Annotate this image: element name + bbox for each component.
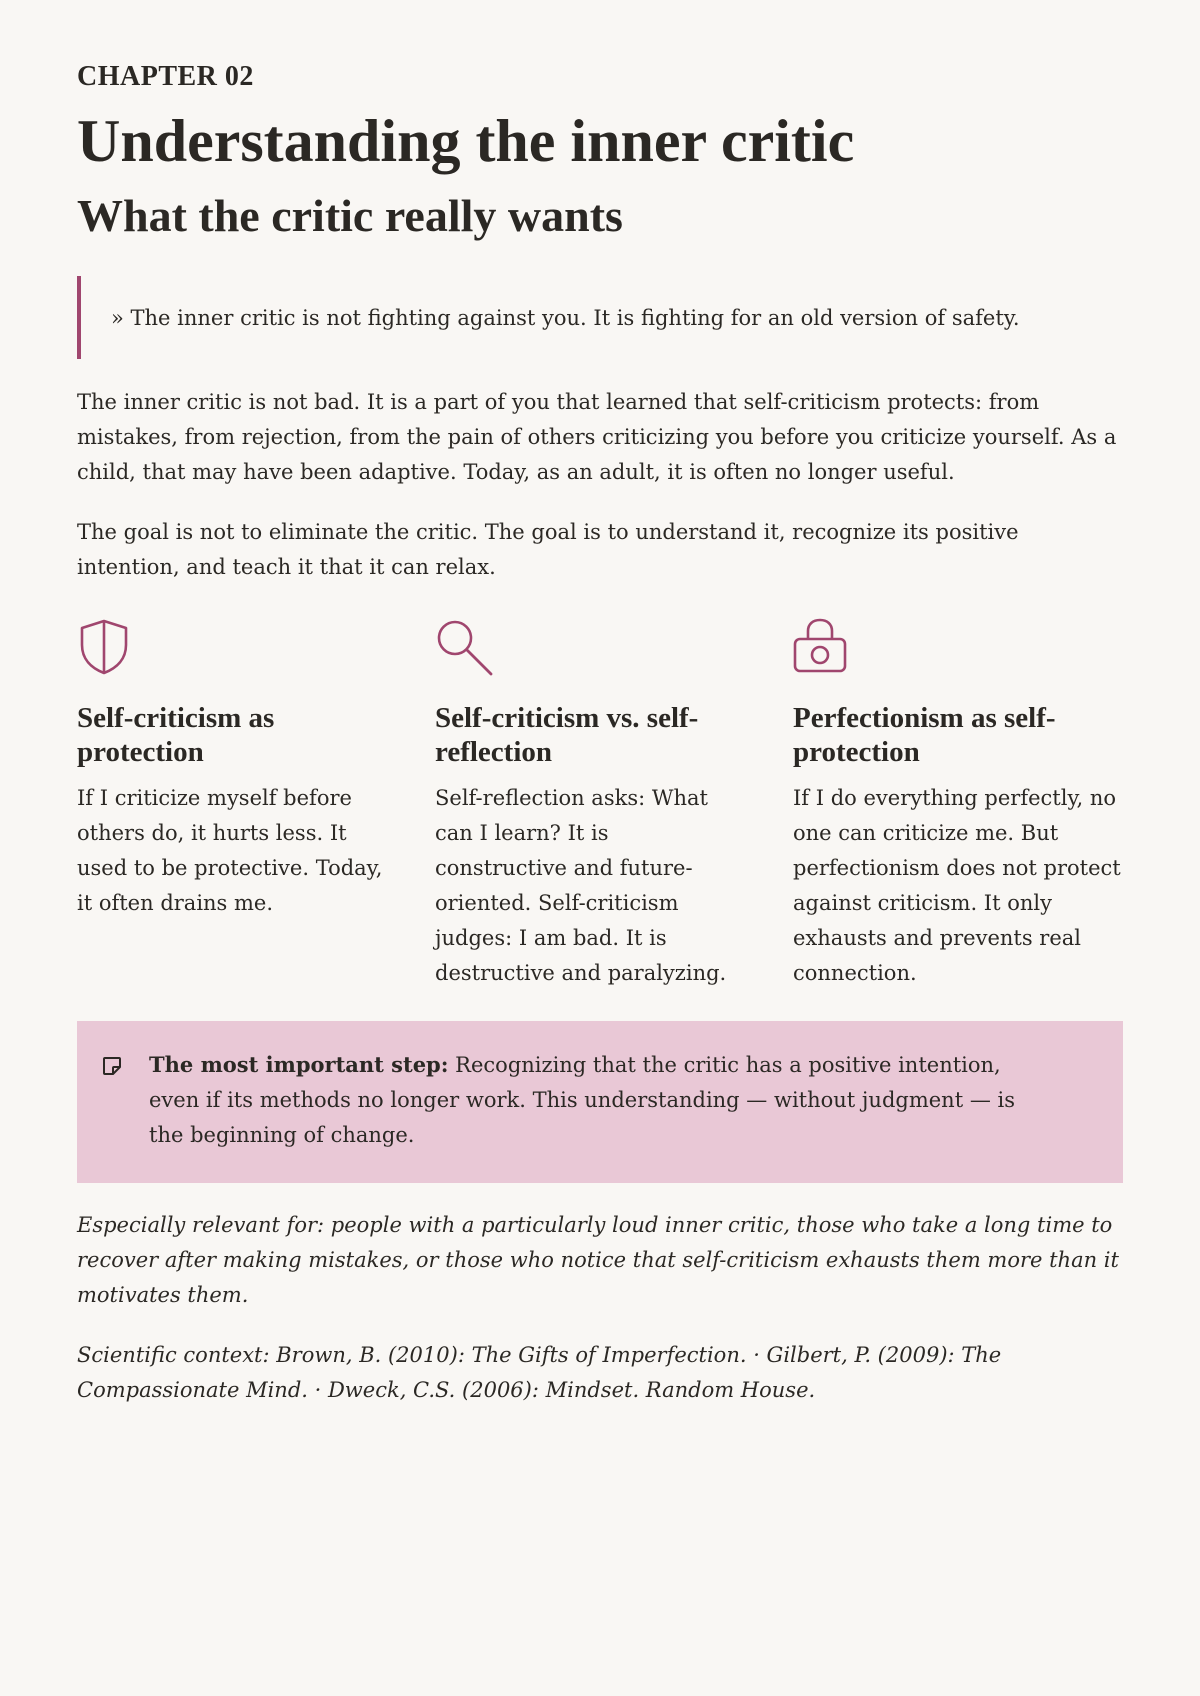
callout-box [77,1021,1123,1183]
relevance-note: Especially relevant for: people with a particularly loud inner critic, those who take a long time to recover after making mistakes, or those who notice that self-criticism exhausts them more than it motivates them. [77,1213,1119,1308]
pull-quote: » The inner critic is not fighting against you. It is fighting for an old version of safety. [77,276,1123,359]
callout-text: Recognizing that the critic has a positive intention, even if its methods no longer work. This understanding — without judgment — is the beginning of change. [149,1053,1015,1148]
concept-heading: Self-criticism as protection [77,702,275,769]
concept-heading: Self-criticism vs. self-reflection [435,702,699,769]
magnifier-icon [435,615,497,677]
body-paragraph: The inner critic is not bad. It is a part of you that learned that self-criticism protects: from mistakes, from rejection, from the pain of others criticizing you before you criticize yourself. As a child, that may have been adaptive. Today, as an adult, it is often no longer useful. [77,390,1117,485]
concept-card-perfectionism [793,615,1123,991]
concept-text: If I criticize myself before others do, it hurts less. It used to be protective. Today, it often drains me. [77,786,383,916]
shield-icon [77,615,139,677]
concept-heading: Perfectionism as self-protection [793,702,1056,769]
callout-title: The most important step: [149,1052,449,1078]
concept-card-protection [77,615,387,991]
concept-text: Self-reflection asks: What can I learn? It is constructive and future-oriented. Self-criticism judges: I am bad. It is destructive and paralyzing. [435,786,727,986]
body-paragraph: The goal is not to eliminate the critic. The goal is to understand it, recognize its positive intention, and teach it that it can relax. [77,520,1019,580]
lock-icon [793,615,855,677]
page-title: Understanding the inner critic [77,107,855,174]
concept-text: If I do everything perfectly, no one can criticize me. But perfectionism does not protect against criticism. It only exhausts and prevents real connection. [793,786,1121,986]
concept-columns [77,615,1123,991]
note-icon [101,1055,123,1077]
chapter-label: CHAPTER 02 [77,61,254,92]
sources-note: Scientific context: Brown, B. (2010): The Gifts of Imperfection. · Gilbert, P. (2009): The Compassionate Mind. · Dweck, C.S. (2006): Mindset. Random House. [77,1343,1002,1403]
concept-card-reflection [435,615,745,991]
page-subtitle: What the critic really wants [77,189,623,241]
